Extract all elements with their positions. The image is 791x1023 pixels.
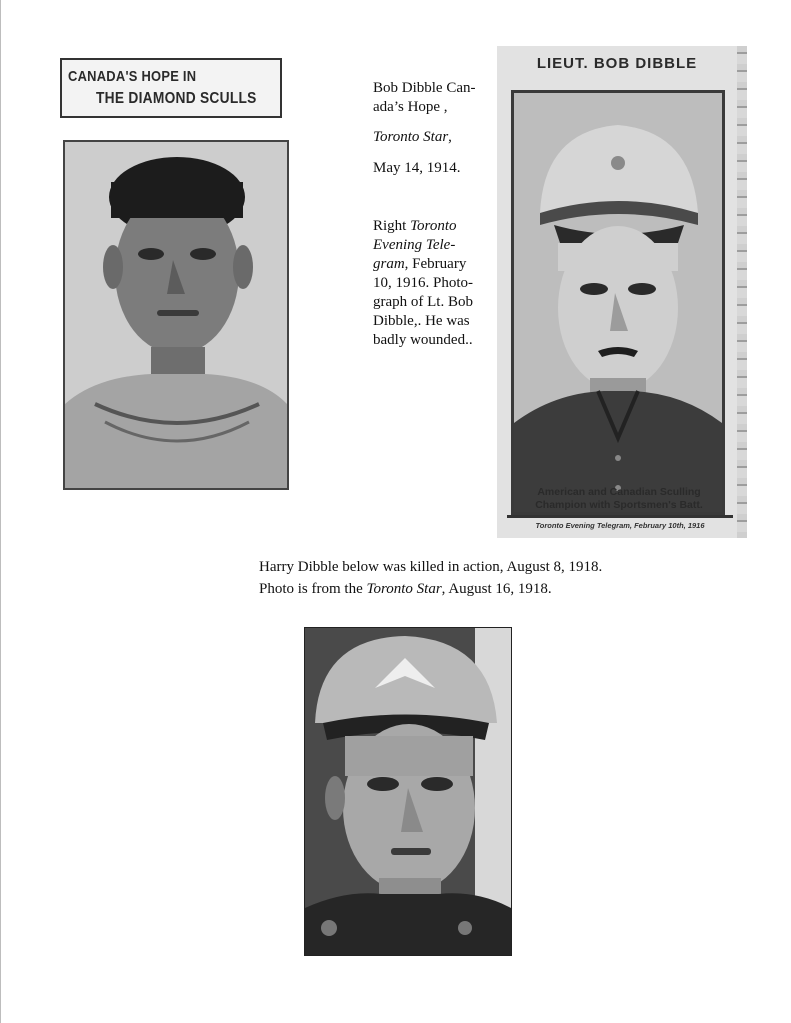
caption-text: , February	[404, 256, 467, 272]
clipping-headline-box	[60, 58, 282, 118]
caption-line: badly wounded..	[373, 332, 473, 348]
caption-line: Evening Tele-	[373, 237, 456, 253]
caption-line	[373, 217, 485, 236]
caption-paper-name: Toronto Star	[366, 581, 442, 597]
caption-bob-dibble-title	[373, 79, 485, 117]
clipping-caption-line2: Champion with Sportsmen's Batt.	[535, 499, 703, 511]
caption-line: 10, 1916. Photo-	[373, 275, 474, 291]
clipping-rule	[507, 515, 733, 518]
caption-harry-dibble	[259, 556, 679, 600]
clipping-column-edge	[737, 46, 747, 538]
photo-bob-dibble-rower	[63, 140, 289, 490]
page-edge	[0, 0, 1, 1023]
caption-right-photo	[373, 217, 485, 350]
photo-lieut-bob-dibble	[511, 90, 725, 515]
caption-lead: Right	[373, 218, 411, 234]
caption-date: , August 16, 1918.	[441, 581, 552, 597]
caption-line: ada’s Hope ,	[373, 99, 448, 115]
photo-bob-dibble-rower-image	[65, 142, 287, 488]
caption-lead: Photo is from the	[259, 581, 367, 597]
caption-line	[259, 578, 679, 600]
clipping-caption-line1: American and Canadian Sculling	[537, 486, 701, 498]
caption-line: Dibble,. He was	[373, 313, 470, 329]
photo-harry-dibble-image	[305, 628, 511, 955]
caption-paper-name: Toronto	[410, 218, 457, 234]
photo-lieut-bob-dibble-image	[514, 93, 722, 512]
clipping-headline-line2: THE DIAMOND SCULLS	[96, 90, 257, 107]
caption-date: May 14, 1914.	[373, 160, 461, 176]
caption-paper-suffix: ,	[448, 129, 452, 145]
caption-paper-name: gram	[373, 256, 405, 272]
clipping-source-line: Toronto Evening Telegram, February 10th, 1916	[535, 521, 705, 530]
caption-line: Harry Dibble below was killed in action, August 8, 1918.	[259, 559, 603, 575]
caption-line: graph of Lt. Bob	[373, 294, 473, 310]
caption-line: Bob Dibble Can-	[373, 80, 476, 96]
caption-paper-line	[373, 128, 485, 147]
clipping-lieut-bob-dibble	[497, 46, 747, 538]
clipping-title: LIEUT. BOB DIBBLE	[536, 55, 698, 72]
caption-paper-name: Toronto Star	[373, 129, 449, 145]
caption-line	[373, 255, 485, 274]
photo-harry-dibble	[304, 627, 512, 956]
clipping-headline-line1: CANADA'S HOPE IN	[68, 68, 197, 85]
